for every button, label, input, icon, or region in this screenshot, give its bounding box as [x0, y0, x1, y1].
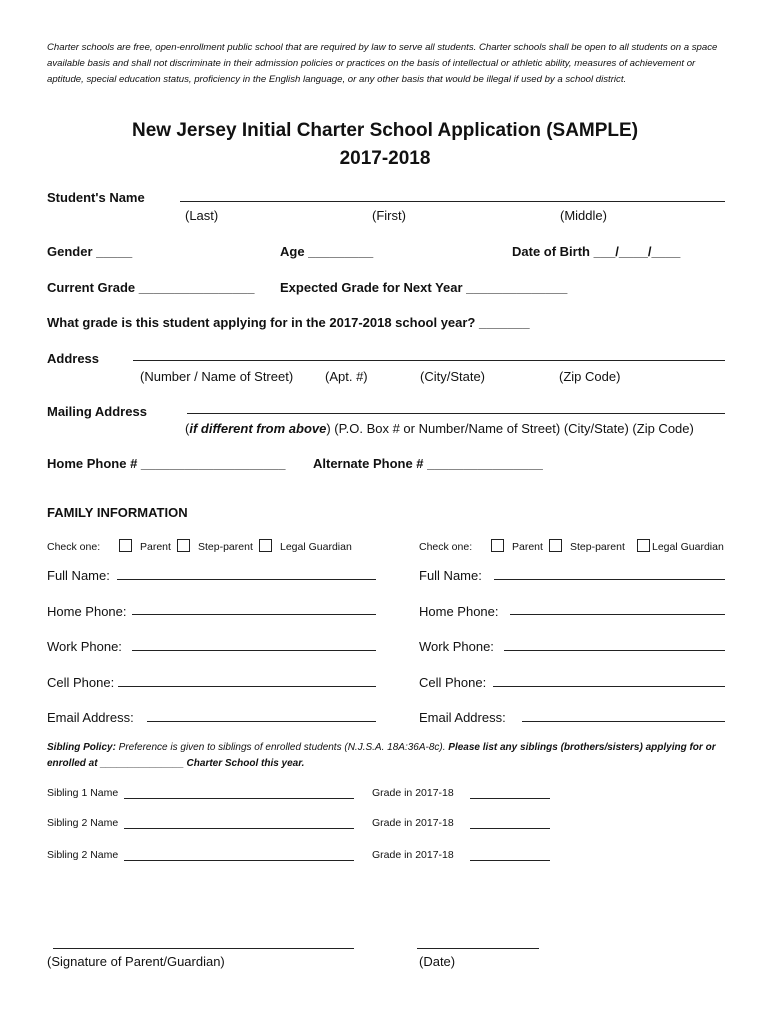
- address-city-caption: (City/State): [420, 369, 486, 384]
- cell-phone-label-right: Cell Phone:: [419, 675, 487, 690]
- address-label: Address: [47, 351, 100, 366]
- email-field-left[interactable]: [147, 721, 376, 722]
- last-name-caption: (Last): [185, 208, 219, 223]
- mailing-address-field[interactable]: [187, 413, 725, 414]
- sibling-2-name-field[interactable]: [124, 828, 354, 829]
- cell-phone-label-left: Cell Phone:: [47, 675, 115, 690]
- address-number-caption: (Number / Name of Street): [140, 369, 294, 384]
- sibling-3-label: Sibling 2 Name: [47, 849, 119, 861]
- email-label-right: Email Address:: [419, 710, 506, 725]
- dob-field[interactable]: Date of Birth ___/____/____: [512, 244, 681, 259]
- address-field[interactable]: [133, 360, 725, 361]
- work-phone-label-left: Work Phone:: [47, 639, 122, 654]
- alternate-phone-field[interactable]: Alternate Phone # ________________: [313, 456, 543, 471]
- signature-field[interactable]: [53, 948, 354, 949]
- sibling-1-grade-field[interactable]: [470, 798, 550, 799]
- student-name-field[interactable]: [180, 201, 725, 202]
- address-apt-caption: (Apt. #): [325, 369, 368, 384]
- step-parent-checkbox-left[interactable]: [177, 539, 190, 552]
- full-name-field-right[interactable]: [494, 579, 725, 580]
- gender-field[interactable]: Gender _____: [47, 244, 133, 259]
- legal-guardian-option-left: Legal Guardian: [280, 541, 352, 553]
- cell-phone-field-right[interactable]: [493, 686, 725, 687]
- full-name-field-left[interactable]: [117, 579, 376, 580]
- sibling-3-grade-label: Grade in 2017-18: [372, 849, 454, 861]
- home-phone-field[interactable]: Home Phone # ____________________: [47, 456, 286, 471]
- sibling-1-label: Sibling 1 Name: [47, 787, 119, 799]
- form-year: 2017-2018: [339, 148, 431, 169]
- check-one-label-right: Check one:: [419, 541, 473, 553]
- email-label-left: Email Address:: [47, 710, 134, 725]
- first-name-caption: (First): [372, 208, 406, 223]
- home-phone-field-left[interactable]: [132, 614, 376, 615]
- full-name-label-right: Full Name:: [419, 568, 482, 583]
- sibling-2-label: Sibling 2 Name: [47, 817, 119, 829]
- mailing-address-label: Mailing Address: [47, 404, 147, 419]
- family-info-heading: FAMILY INFORMATION: [47, 505, 188, 520]
- sibling-2-grade-field[interactable]: [470, 828, 550, 829]
- parent-option-left: Parent: [140, 541, 171, 553]
- mailing-address-caption: (if different from above) (P.O. Box # or Number/Name of Street) (City/State) (Zip Code): [185, 421, 694, 436]
- age-field[interactable]: Age _________: [280, 244, 374, 259]
- sibling-3-grade-field[interactable]: [470, 860, 550, 861]
- address-zip-caption: (Zip Code): [559, 369, 621, 384]
- applying-grade-field[interactable]: What grade is this student applying for in the 2017-2018 school year? _______: [47, 315, 530, 330]
- disclaimer-text: Charter schools are free, open-enrollment public school that are required by law to serve all students. Charter schools shall be open to all students on a space available basis and shall not discriminate in their admission policies or practices on the basis of intellectual or athletic ability, measures of achievement or aptitude, special education status, proficiency in the English language, or any other basis that would be illegal if used by a school district.: [47, 42, 718, 85]
- home-phone-label-right: Home Phone:: [419, 604, 499, 619]
- email-field-right[interactable]: [522, 721, 725, 722]
- signature-caption: (Signature of Parent/Guardian): [47, 954, 225, 969]
- expected-grade-field[interactable]: Expected Grade for Next Year ______________: [280, 280, 568, 295]
- home-phone-label-left: Home Phone:: [47, 604, 127, 619]
- step-parent-checkbox-right[interactable]: [549, 539, 562, 552]
- date-caption: (Date): [419, 954, 456, 969]
- parent-option-right: Parent: [512, 541, 543, 553]
- cell-phone-field-left[interactable]: [118, 686, 376, 687]
- full-name-label-left: Full Name:: [47, 568, 110, 583]
- middle-name-caption: (Middle): [560, 208, 607, 223]
- student-name-label: Student's Name: [47, 190, 145, 205]
- sibling-1-name-field[interactable]: [124, 798, 354, 799]
- legal-guardian-checkbox-left[interactable]: [259, 539, 272, 552]
- work-phone-field-left[interactable]: [132, 650, 376, 651]
- home-phone-field-right[interactable]: [510, 614, 725, 615]
- current-grade-field[interactable]: Current Grade ________________: [47, 280, 255, 295]
- form-title: New Jersey Initial Charter School Application (SAMPLE): [131, 120, 639, 141]
- parent-checkbox-right[interactable]: [491, 539, 504, 552]
- date-field[interactable]: [417, 948, 539, 949]
- legal-guardian-option-right: Legal Guardian: [652, 541, 724, 553]
- parent-checkbox-left[interactable]: [119, 539, 132, 552]
- check-one-label-left: Check one:: [47, 541, 101, 553]
- legal-guardian-checkbox-right[interactable]: [637, 539, 650, 552]
- sibling-3-name-field[interactable]: [124, 860, 354, 861]
- sibling-2-grade-label: Grade in 2017-18: [372, 817, 454, 829]
- step-parent-option-right: Step-parent: [570, 541, 625, 553]
- sibling-1-grade-label: Grade in 2017-18: [372, 787, 454, 799]
- step-parent-option-left: Step-parent: [198, 541, 253, 553]
- work-phone-field-right[interactable]: [504, 650, 725, 651]
- sibling-policy-text: Sibling Policy: Preference is given to siblings of enrolled students (N.J.S.A. 18A:36A-8c). Please list any siblings (brothers/sisters) applying for or enrolled at _______________ Charter School this year.: [47, 742, 716, 769]
- work-phone-label-right: Work Phone:: [419, 639, 494, 654]
